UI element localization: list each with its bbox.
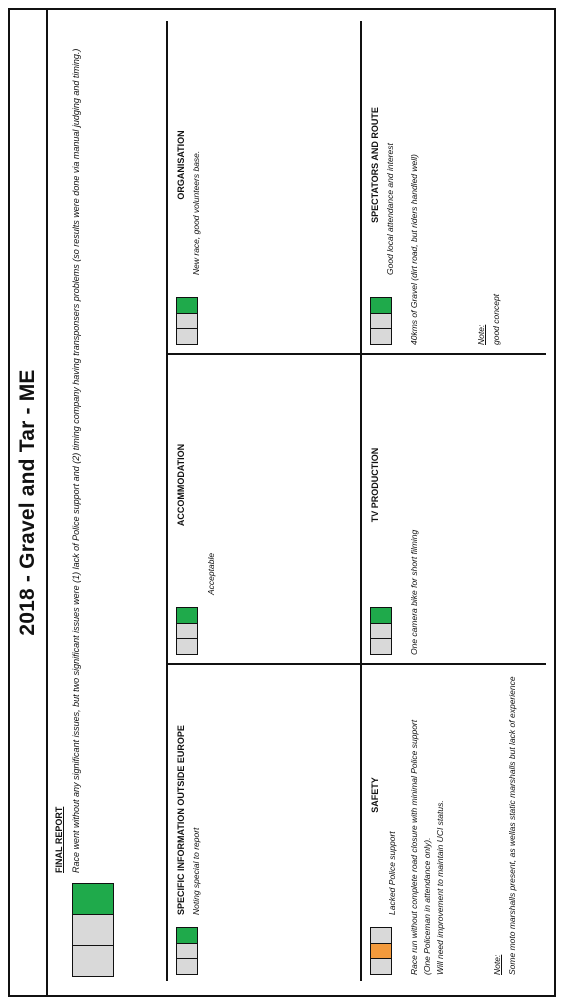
status-light xyxy=(371,608,391,623)
status-light xyxy=(371,943,391,959)
accommodation-status-lights xyxy=(176,607,198,655)
section-note-heading-spectators: Note: xyxy=(476,324,486,345)
section-title-safety: SAFETY xyxy=(370,777,380,813)
status-light xyxy=(177,928,197,943)
spectators-status-lights xyxy=(370,297,392,345)
status-light xyxy=(177,623,197,639)
report-frame xyxy=(8,8,556,997)
final-report-text: Race went without any significant issues, but two significant issues were (1) lack of Police support and (2) timing company having transponsers problems (so results were done via manual judging and timing.) xyxy=(71,48,81,873)
section-note-text-safety: Some moto marshalls present, as wellas static marshalls but lack of experience xyxy=(507,676,517,975)
status-light xyxy=(73,945,113,976)
organisation-status-lights xyxy=(176,297,198,345)
page-title: 2018 - Gravel and Tar - ME xyxy=(16,369,39,636)
status-light xyxy=(371,958,391,974)
status-light xyxy=(177,638,197,654)
status-light xyxy=(371,298,391,313)
status-light xyxy=(73,914,113,945)
title-bar xyxy=(10,10,48,995)
section-text-accommodation: Acceptable xyxy=(206,552,216,595)
status-light xyxy=(73,884,113,914)
section-note-heading-safety: Note: xyxy=(492,954,502,975)
section-text-safety-3: Will need improvement to maintain UCI status. xyxy=(435,800,445,975)
section-title-organisation: ORGANISATION xyxy=(176,130,186,200)
final-report xyxy=(52,26,160,981)
section-subtitle-safety: Lacked Police support xyxy=(387,831,397,915)
section-text-spectators: 40kms of Gravel (dirt road, but riders handled well) xyxy=(409,154,419,345)
safety-status-lights xyxy=(370,927,392,975)
section-text-tv: One camera bike for short filming xyxy=(409,529,419,655)
section-title-tv: TV PRODUCTION xyxy=(370,447,380,523)
divider xyxy=(166,664,546,666)
status-light xyxy=(177,958,197,974)
final-report-status-lights xyxy=(72,883,114,977)
status-light xyxy=(177,298,197,313)
status-light xyxy=(177,328,197,344)
status-light xyxy=(177,943,197,959)
section-title-accommodation: ACCOMMODATION xyxy=(176,443,186,527)
status-light xyxy=(371,928,391,943)
section-text-specific: Noting special to report xyxy=(191,827,201,915)
section-title-spectators: SPECTATORS AND ROUTE xyxy=(370,107,380,223)
section-title-specific: SPECIFIC INFORMATION OUTSIDE EUROPE xyxy=(176,725,186,915)
final-report-heading: FINAL REPORT xyxy=(54,806,64,873)
status-light xyxy=(177,313,197,329)
specific-status-lights xyxy=(176,927,198,975)
status-light xyxy=(371,638,391,654)
status-light xyxy=(371,313,391,329)
status-light xyxy=(371,623,391,639)
divider xyxy=(166,354,546,356)
section-text-safety-2: (One Policeman in attendance only). xyxy=(422,837,432,975)
section-text-safety-1: Race run without complete road closure with minimal Police support xyxy=(409,719,419,975)
section-note-text-spectators: good concept xyxy=(491,293,501,345)
tv-status-lights xyxy=(370,607,392,655)
status-light xyxy=(177,608,197,623)
divider xyxy=(166,21,168,981)
status-light xyxy=(371,328,391,344)
divider xyxy=(360,21,362,981)
section-subtitle-spectators: Good local attendance and interest xyxy=(385,143,395,275)
section-text-organisation: New race, good volunteers base. xyxy=(191,150,201,275)
